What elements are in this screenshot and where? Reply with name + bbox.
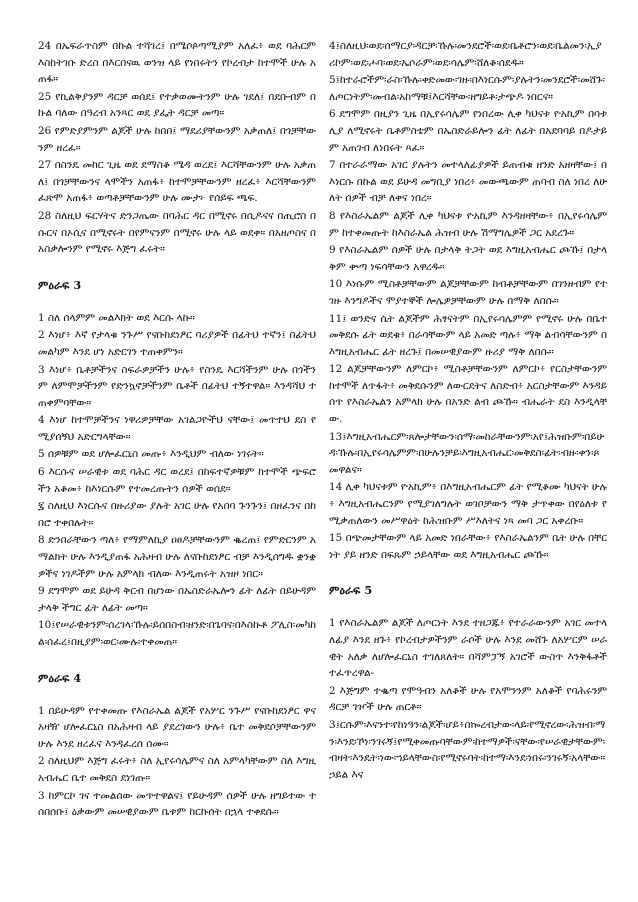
verse-paragraph: 3፤ርሱም፡እናንተ፡የከነዓን፡ልጆች፡ሆይ፥በኰረብታው፡ላይ፡የሚኖረው፡ሕዝብ፡ማን፡እንደ፡ኾነ፡ንገሩኝ፤የሚቀመጡባቸውም፡ከተማዎች፡ናቸው፡የሠራዊታቸውም፡ብዛት፡እንዴት፡ነው፡ኀይላቸውስ፡የሚኖሩባት፡ከተማ፡እንደ፡ነበሩ፡ንገሩኝ፡አላቸው። ኃይል እና <box>329 718 606 781</box>
verse-paragraph: 4፤ስለዚህ፡ወደ፡ሰማርያ፡ዳርቻ፡ኹሉ፡መንደሮች፡ወደ፡ቤቶሮን፡ወደ፡ቤልመን፡ኢያሪኮም፡ወደ፡ሖባ፡ወደ፡ኤሶራም፡ወደ፡ሳሌም፡ሸለቆ፡ሰደዱ። <box>329 40 602 69</box>
verse-paragraph: 11፤ ወንድና ሴት ልጆችም ሕፃናትም በኢየሩሳሌምም የሚኖሩ ሁሉ በቤተ መቅደሱ ፊት ወደቁ፥ በራሳቸውም ላይ አመድ ጣሉ፥ ማቅ ልብሳቸውንም በእግዚአብሔር ፊት ዘረጉ፤ በመሠዊያውም ዙሪያ ማቅ ለበሱ። <box>329 312 607 358</box>
verse-paragraph: 3 እነሆ፥ ቤቶቻችንና ስፍራዎቻችን ሁሉ፥ የስንዴ እርሻችንም ሁሉ በጎችንም ለምሞቻችንም የድንኳኖቻችንም ቤቶች በፊትህ ተኝተዋል። እንዳሻህ ተጠቀምባቸው። <box>38 363 316 409</box>
verse-paragraph: 12 ልጆቻቸውንም ለምርኮ፥ ሚስቶቻቸውንም ለምርኮ፥ የርስታቸውንም ከተሞች ለጥፋት፥ መቅደሱንም ለውርደትና ለስድብ፥ አርስታቸውም እንዳይሰጥ የእስራኤልን አምላክ ሁሉ በአንድ ልብ ጮኹ። ብሔራት ደስ እንዲላቸው. <box>329 363 607 426</box>
verse-paragraph: 2 ስለዚህም እጅግ ፈሩት፥ ስለ ኢየሩሳሌምና ስለ አምላካቸውም ስለ እግዚአብሔር ቤተ መቅደስ ደነገጡ። <box>38 755 316 784</box>
verse-paragraph: 3 ከምርኮ ገና ተመልሰው መጥተዋልና፤ የይሁዳም ሰዎች ሁሉ ዘግይተው ተሰበሰቡ፤ ዕቃውም መሠዊያውም ቤቱም ከርኩሰት በኋላ ተቀደሱ። <box>38 789 316 819</box>
verse-paragraph: 1 በይሁዳም የተቀመጡ የእስራኤል ልጆች የአሦር ንጉሥ የናቡከደነፆር ዋና አዛዥ ሆሎፈርኒስ በአሕዛብ ላይ ያደረገውን ሁሉ፥ ቤተ መቅደሶቻቸውንም ሁሉ እንደ ዘረፈና እንዳፈረሰ ሰሙ። <box>38 704 316 750</box>
verse-paragraph: 4 እነሆ ከተሞቻችንና ነዋሪዎቻቸው አገልጋዮችህ ናቸው፤ መጥተህ ደስ የሚያሰኝህ አድርግላቸው። <box>38 414 316 443</box>
verse-paragraph: 2 እጅግም ተቈጣ የሞዓብን አለቆች ሁሉ የአሞንንም አለቆች የባሕሩንም ዳርቻ ገዦች ሁሉ ጠርቶ። <box>329 684 607 714</box>
verse-paragraph: 1 የእስራኤልም ልጆች ለጦርነት እንደ ተዘጋጁ፥ የተራራውንም አገር መተላለፊያ እንደ ዘጉ፥ የኮረብታዎችንም ራሶች ሁሉ እንደ መሸጉ ለአሦርም ሠራዊት አለቃ ለሆሎፈርኒስ ተገለጸለት። በሻምፓኝ አገሮች ውስጥ እንቅፋቶች ተፈጥረዋል- <box>329 617 607 680</box>
verse-paragraph: 10 እነሱም ሚስቶቻቸውም ልጆቻቸውም ከብቶቻቸውም በገንዘብም የተገዙ እንግዶችና ሞያተኞች ሎሌዎቻቸውም ሁሉ በማቅ ለበሱ። <box>329 278 607 307</box>
verse-paragraph: 6 ደግሞም በዚያን ጊዜ በኢየሩሳሌም የነበረው ሊቀ ካህናቱ ዮአኪም በባቱሊያ ለሚኖሩት ቤቶምስቴም በኤስድራይሎን ፊት ለፊት በአደባባይ በዶታይም አጠገብ ለነበሩት ጻፈ። <box>329 108 607 154</box>
right-column <box>329 38 607 783</box>
verse-paragraph: 8 የእስራኤልም ልጆች ሊቀ ካህናቱ ዮአኪም እንዳዘዛቸው፥ በኢየሩሳሌምም ከተቀመጡት ከእስራኤል ሕዝብ ሁሉ ሽማግሌዎች ጋር አደረጉ። <box>329 209 607 239</box>
chapter-heading: ምዕራፍ 4 <box>38 670 82 685</box>
chapter-heading: ምዕራፍ 5 <box>329 583 373 598</box>
verse-paragraph: 25 የኪልቅያንም ዳርቻ ወሰደ፤ የተቃወሙትንም ሁሉ ገደለ፤ በደቡብም በኩል ባለው በዓረብ አንጻር ወደ ያፌት ዳርቻ መጣ። <box>38 90 316 120</box>
verse-paragraph: 6 እርሱና ሠራዊቱ ወደ ባሕር ዳር ወረደ፤ በከፍተኛዎቹም ከተሞች ጭፍሮችን አቆመ፥ ከእነርሱም የተመረጡትን ሰዎች ወሰደ። <box>38 466 316 495</box>
verse-paragraph: 5 ሰዎቹም ወደ ሆሎፈርኒስ መጡ፥ እንዲህም ብለው ነገሩት። <box>38 448 264 461</box>
verse-paragraph: 28 ስለዚህ ፍርሃትና ድንጋጤው በባሕር ዳር በሚኖሩ በሲዶናና በጢሮስ በሱርና በኦሲና በሚኖሩት በየምናንም በሚኖሩ ሁሉ ላይ ወደቀ። በአዘጦስና በአስቃሎንም የሚኖሩ እጅግ ፈሩት። <box>38 209 316 256</box>
verse-paragraph: 5፤ከተራሮችም፡ራስ፡ኹሉ፡ቀድመው፡ገዙ፡በእነርሱም፡ያሉትን፡መንደሮች፡መሸጉ፡ለጦርነትም፡መብል፡አከማቹ፤እርሻቸው፡ዘግይቶ፡ታጭዶ ነበርና። <box>329 74 605 103</box>
verse-paragraph: 1 ስለ ሰላምም መልእክት ወደ እርሱ ላኩ። <box>38 311 195 324</box>
verse-paragraph: ፯ ስለዚህ እነርሱና በዙሪያው ያሉት አገር ሁሉ የአበባ ጉንጉን፤ በዘፈንና በከበሮ ተቀበሉት። <box>38 500 316 529</box>
verse-paragraph: 9 ደግሞም ወደ ይሁዳ ቅርብ በሆነው በኤስድራኤሎን ፊት ለፊት በይሁዳም ታላቅ ችግር ፊት ለፊት መጣ። <box>38 585 316 614</box>
verse-paragraph: 7 በተራራማው አገር ያሉትን መተላለፊያዎች ይጠብቁ ዘንድ አዘዛቸው፤ በእነርሱ በኩል ወደ ይሁዳ መግቢያ ነበረ፥ መውጫውም ጠባብ ስለ ነበረ ለሁለት ሰዎች ብቻ ለቀና ነበረ። <box>329 159 607 205</box>
verse-paragraph: 13፤እግዚአብሔርም፡ጸሎታቸውን፡ሰማ፡መከራቸውንም፡አየ፤ሕዝቡም፡በይሁዳ፡ኹሉ፡በኢየሩሳሌምም፡በሁሉንቻይ፡እግዚአብሔር፡መቅደስ፡ፊት፡ብዙ፡ቀን፡ጾመዋልና። <box>329 430 605 476</box>
verse-paragraph: 8 ድንበራቸውን ጣለ፥ የማምለኪያ ዐፀዶቻቸውንም ቈረጠ፤ የምድርንም አማልክት ሁሉ እንዲያጠፋ አሕዛብ ሁሉ ለናቡከደነፆር ብቻ እንዲሰግዱ ቋንቋዎችና ነገዶችም ሁሉ አምላክ ብለው እንዲጠሩት አዝዞ ነበር። <box>38 534 316 580</box>
verse-paragraph: 26 የምድያምንም ልጆች ሁሉ ከበበ፤ ማደሪያቸውንም አቃጠለ፤ በጎቻቸውንም ዘረፈ። <box>38 124 316 154</box>
left-column <box>38 38 316 821</box>
verse-paragraph: 10፤የሠራዊቱንም፡ሰረገላ፡ኹሉ፡ይሰበስብ፡ዘንድ፡በጌባና፡በእስኩቶ ፖሊስ፡መካከል፡ሰፈረ፤በዚያም፡ወር፡ሙሉ፡ተቀመጠ። <box>38 619 316 648</box>
verse-paragraph: 2 እነሆ፥ እኛ የታላቁ ንጉሥ የናቡከደነፆር ባሪያዎች በፊትህ ተኛን፤ በፊትህ መልካም እንደ ሆነ አድርገን ተጠቀምን። <box>38 329 316 358</box>
verse-paragraph: 15 በጭመታቸውም ላይ አመድ ነበራቸው፥ የእስራኤልንም ቤት ሁሉ በቸርነት ያይ ዘንድ በፍጹም ኃይላቸው ወደ እግዚአብሔር ጮኹ። <box>329 532 607 561</box>
verse-paragraph: 9 የእስራኤልም ሰዎች ሁሉ በታላቅ ትጋት ወደ እግዚአብሔር ጮኹ፤ በታላቅም ቍጣ ነፍሳቸውን አዋረዱ። <box>329 244 607 273</box>
verse-paragraph: 14 ሊቀ ካህናቱም ዮአኪም፥ በእግዚአብሔርም ፊት የሚቆሙ ካህናት ሁሉ፥ እግዚአብሔርንም የሚያገለግሉት ወገቦቻውን ማቅ ታጥቀው በየዕለቱ የሚቃጠለውን መሥዋዕት ከሕዝቡም ሥእለትና ነጻ መባ ጋር አቀረቡ። <box>329 481 607 527</box>
verse-paragraph: 27 በስንዴ መከር ጊዜ ወደ ደማስቆ ሜዳ ወረደ፤ እርሻቸውንም ሁሉ አቃጠለ፤ በጎቻቸውንና ላሞችን አጠፋ፥ ከተሞቻቸውንም ዘረፈ፥ እርሻቸውንም ፈጽሞ አጠፋ፥ ወጣቶቻቸውንም ሁሉ ሙታ፦ የሰይፍ ጫፍ. <box>38 159 316 205</box>
verse-paragraph: 24 በኤፍራጥስም በኩል ተሻገረ፤ በሜሶጶጣሚያም አለፈ፥ ወደ ባሕርም እስከትገቡ ድረስ በእርበናዉ ወንዝ ላይ የነበሩትን የኮረብታ ከተሞች ሁሉ አጠፋ። <box>38 40 316 86</box>
chapter-heading: ምዕራፍ 3 <box>38 277 82 292</box>
